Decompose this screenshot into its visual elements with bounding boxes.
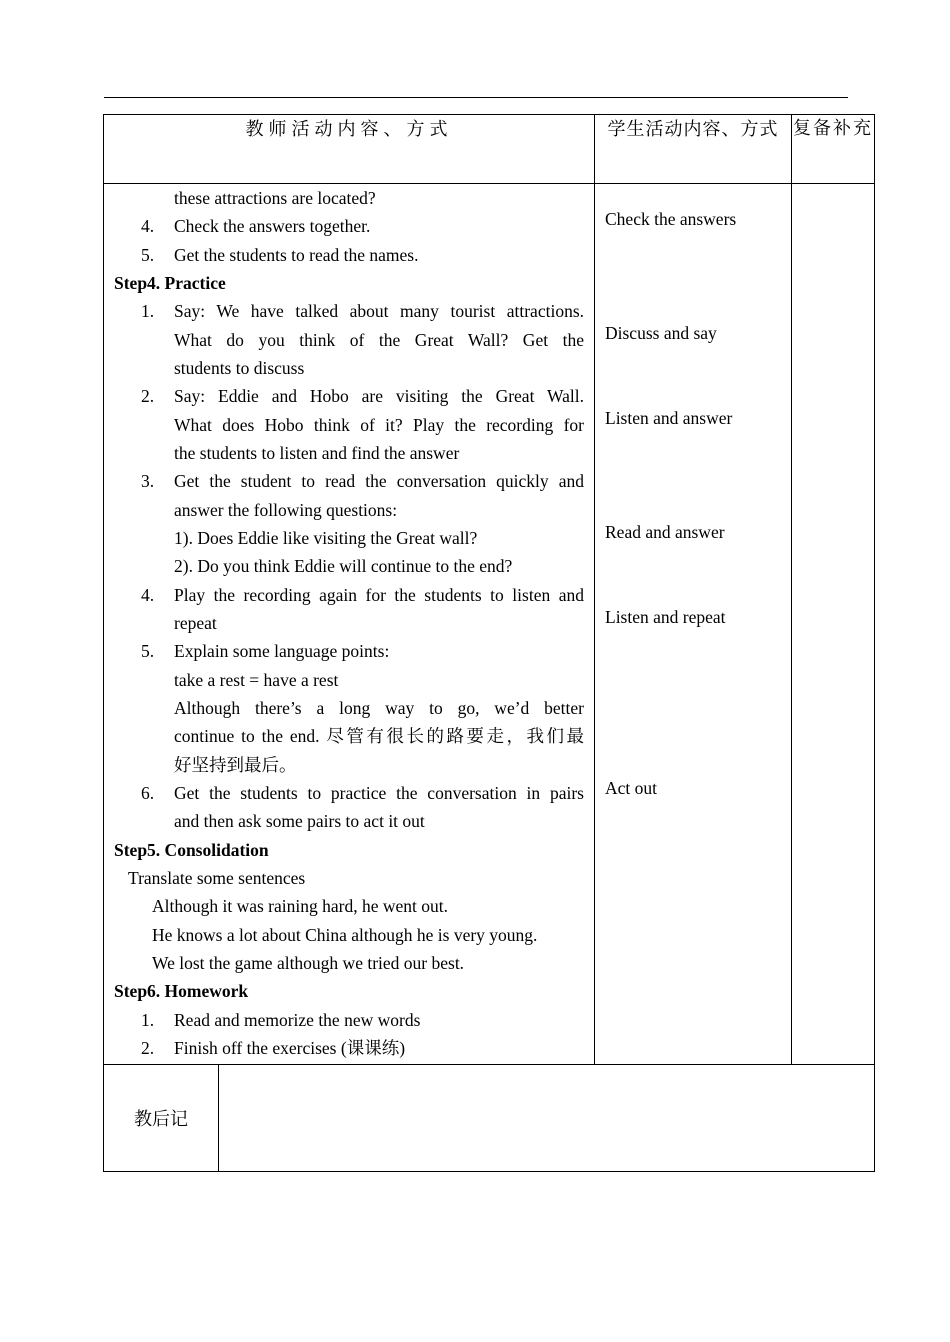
student-activity: Discuss and say [605, 323, 717, 343]
supplement-header: 复备补充 [792, 115, 875, 184]
teacher-line: What does Hobo think of it? Play the recording for [174, 415, 584, 435]
teacher-line: He knows a lot about China although he is very young. [152, 925, 538, 945]
table-header-row [104, 115, 875, 184]
teacher-line: continue to the end. 尽管有很长的路要走，我们最 [174, 726, 584, 746]
list-number: 3. [141, 471, 155, 491]
list-number: 1. [141, 1010, 155, 1030]
teacher-line: Get the students to practice the conversation in pairs [174, 783, 584, 803]
supplement-cell [792, 184, 875, 1065]
student-activity-header: 学生活动内容、方式 [595, 115, 792, 184]
list-number: 6. [141, 783, 155, 803]
teacher-line: Get the students to read the names. [174, 245, 419, 265]
teacher-line: Read and memorize the new words [174, 1010, 421, 1030]
student-activity-cell [595, 184, 792, 1065]
list-number: 5. [141, 641, 155, 661]
student-activity: Listen and repeat [605, 607, 726, 627]
student-activity: Listen and answer [605, 408, 733, 428]
teacher-line: What do you think of the Great Wall? Get the [174, 330, 584, 350]
list-number: 2. [141, 1038, 155, 1058]
table-footer-row [104, 1065, 875, 1172]
teacher-line: students to discuss [174, 358, 305, 378]
teacher-line: Check the answers together. [174, 216, 371, 236]
list-number: 1. [141, 301, 155, 321]
teacher-line: Although it was raining hard, he went out. [152, 896, 448, 916]
teacher-line: 1). Does Eddie like visiting the Great wall? [174, 528, 478, 548]
teacher-line: repeat [174, 613, 217, 633]
list-number: 4. [141, 585, 155, 605]
list-number: 5. [141, 245, 155, 265]
teacher-line: and then ask some pairs to act it out [174, 811, 425, 831]
teacher-line: answer the following questions: [174, 500, 398, 520]
step-heading: Step5. Consolidation [114, 840, 269, 860]
header-rule [104, 97, 848, 98]
teacher-line: the students to listen and find the answer [174, 443, 460, 463]
teacher-line: Get the student to read the conversation quickly and [174, 471, 584, 491]
teacher-line: Finish off the exercises (课课练) [174, 1038, 406, 1058]
teacher-line: 好坚持到最后。 [174, 755, 297, 775]
teacher-line: Play the recording again for the students to listen and [174, 585, 584, 605]
list-number: 2. [141, 386, 155, 406]
teacher-line: Although there’s a long way to go, we’d better [174, 698, 584, 718]
teacher-line: Say: Eddie and Hobo are visiting the Great Wall. [174, 386, 584, 406]
table-body-row [104, 184, 875, 1065]
teacher-line: We lost the game although we tried our best. [152, 953, 465, 973]
student-activity: Act out [605, 778, 658, 798]
student-activity: Check the answers [605, 209, 737, 229]
step-heading: Step4. Practice [114, 273, 226, 293]
teacher-line: Explain some language points: [174, 641, 390, 661]
list-number: 4. [141, 216, 155, 236]
teacher-activity-header: 教师活动内容、方式 [104, 115, 595, 184]
teacher-line: Translate some sentences [128, 868, 306, 888]
lesson-plan-table [103, 114, 875, 1172]
step-heading: Step6. Homework [114, 981, 249, 1001]
student-activity: Read and answer [605, 522, 725, 542]
post-lesson-notes-cell [219, 1065, 875, 1172]
teacher-line: Say: We have talked about many tourist attractions. [174, 301, 584, 321]
teacher-line: these attractions are located? [174, 188, 376, 208]
post-lesson-notes-label: 教后记 [104, 1065, 219, 1172]
teacher-line: 2). Do you think Eddie will continue to the end? [174, 556, 513, 576]
teacher-line: take a rest = have a rest [174, 670, 339, 690]
teacher-activity-cell [104, 184, 595, 1065]
